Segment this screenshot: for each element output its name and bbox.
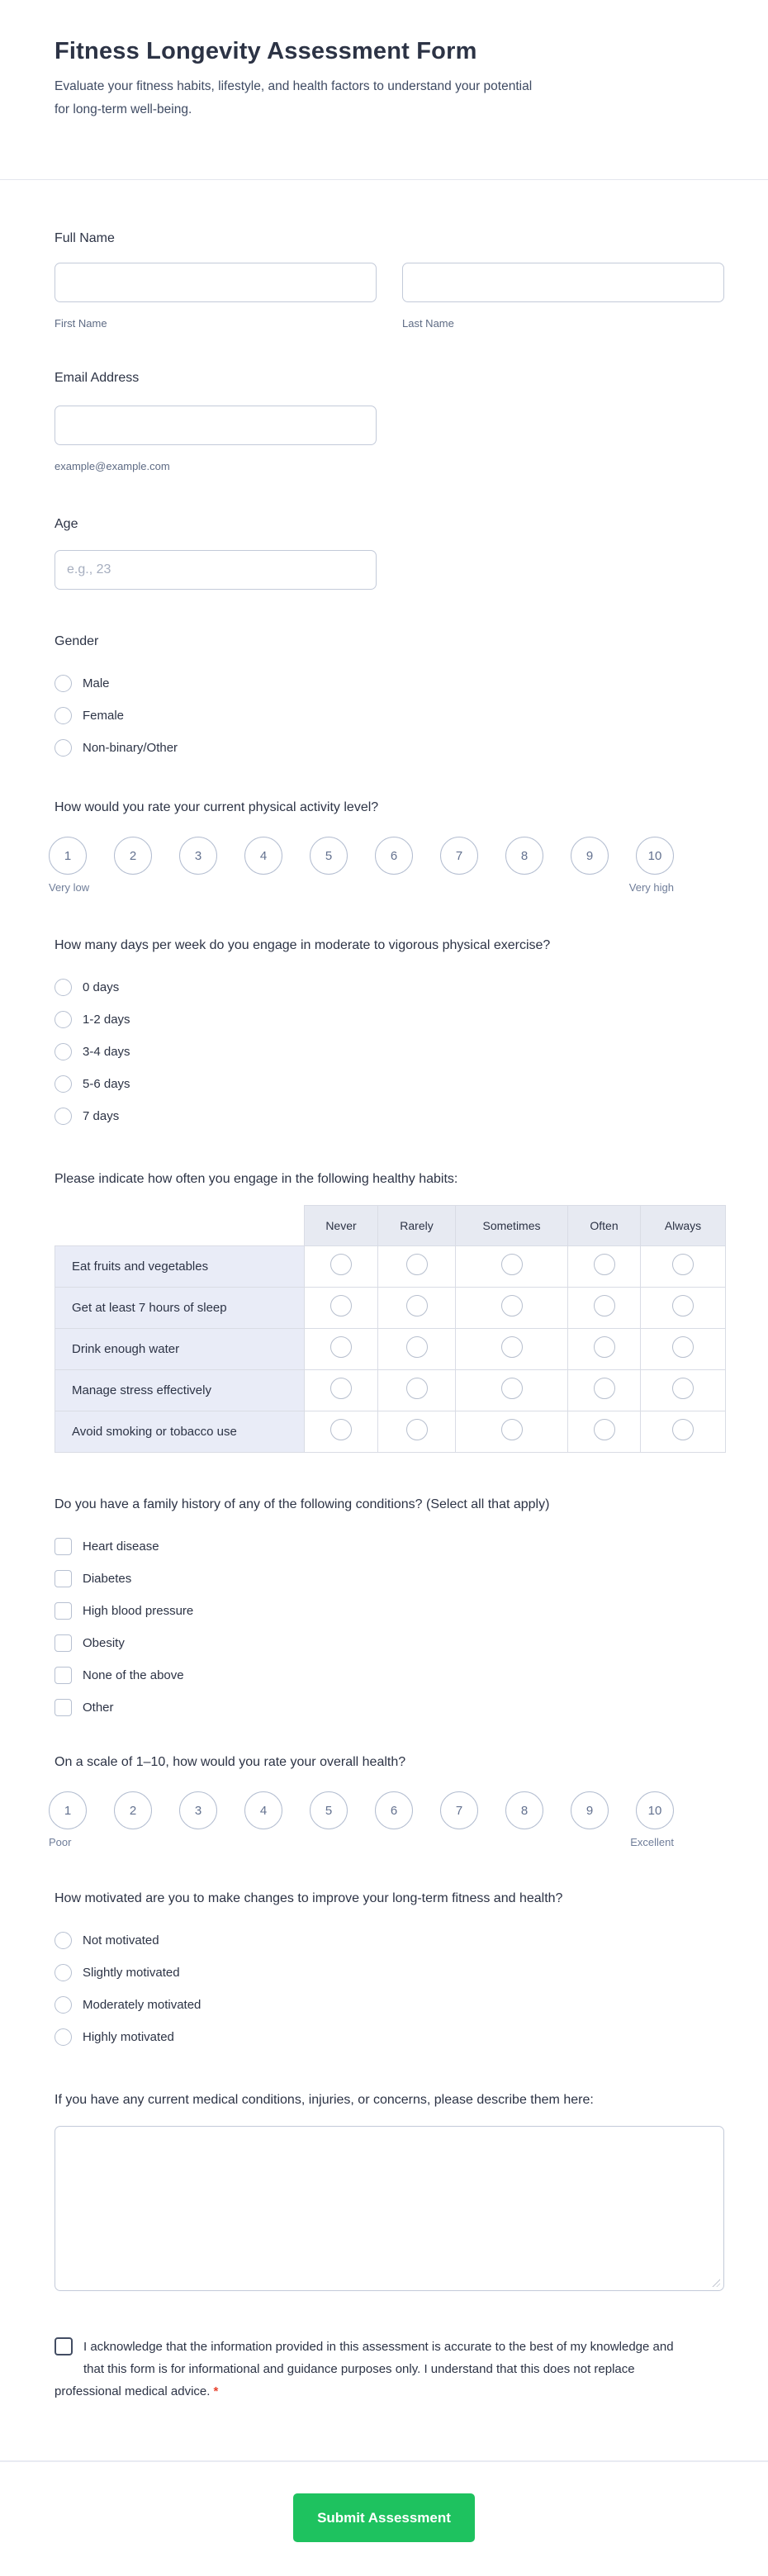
motivation-question: How motivated are you to make changes to improve your long-term fitness and health? [55,1891,563,1905]
activity-scale-option-9[interactable] [571,837,609,875]
matrix-radio-r5c4[interactable] [568,1411,641,1453]
motivation-option-moderately[interactable] [55,1989,201,2021]
radio-icon [55,1043,72,1060]
radio-icon [330,1378,352,1399]
matrix-radio-r2c3[interactable] [456,1288,568,1329]
matrix-radio-r4c2[interactable] [378,1370,456,1411]
form-footer [0,2462,768,2542]
radio-icon [501,1378,523,1399]
option-label: Heart disease [83,1539,159,1554]
radio-icon [594,1378,615,1399]
exercise-days-question: How many days per week do you engage in moderate to vigorous physical exercise? [55,938,551,952]
activity-scale-option-5[interactable] [310,837,348,875]
matrix-row-label: Get at least 7 hours of sleep [55,1288,305,1329]
matrix-radio-r3c2[interactable] [378,1329,456,1370]
radio-icon [501,1336,523,1358]
first-name-input[interactable] [55,263,377,302]
radio-icon [55,1011,72,1028]
radio-icon [672,1336,694,1358]
scale-number: 7 [455,1803,463,1818]
scale-number: 8 [520,848,529,863]
email-label: Email Address [55,371,140,385]
scale-number: 9 [585,848,594,863]
activity-scale-option-1[interactable] [49,837,87,875]
motivation-option-not[interactable] [55,1924,159,1957]
email-hint: example@example.com [55,460,170,472]
family-history-option-other[interactable] [55,1691,114,1724]
checkbox-icon [55,1570,72,1587]
submit-button[interactable]: Submit Assessment [293,2493,475,2542]
option-label: 5-6 days [83,1077,130,1091]
matrix-col-often: Often [568,1206,641,1246]
matrix-radio-r5c1[interactable] [305,1411,378,1453]
activity-scale-option-4[interactable] [244,837,282,875]
radio-icon [55,675,72,692]
scale-number: 3 [194,1803,202,1818]
option-label: 7 days [83,1109,120,1123]
matrix-radio-r4c3[interactable] [456,1370,568,1411]
activity-scale-option-2[interactable] [114,837,152,875]
matrix-radio-r1c2[interactable] [378,1246,456,1288]
family-history-option-obesity[interactable] [55,1627,125,1659]
last-name-sublabel: Last Name [402,317,454,330]
scale-number: 5 [325,1803,333,1818]
matrix-radio-r3c3[interactable] [456,1329,568,1370]
radio-icon [55,739,72,757]
activity-scale-option-3[interactable] [179,837,217,875]
activity-scale-option-8[interactable] [505,837,543,875]
activity-scale-option-7[interactable] [440,837,478,875]
scale-number: 1 [64,1803,72,1818]
health-scale-min-label: Poor [49,1836,72,1848]
checkbox-icon [55,1602,72,1620]
matrix-row-fruits [55,1246,726,1288]
matrix-radio-r5c2[interactable] [378,1411,456,1453]
age-label: Age [55,517,78,531]
family-history-option-none[interactable] [55,1659,184,1691]
activity-question: How would you rate your current physical activity level? [55,800,379,814]
section-overall-health [49,1752,724,1848]
radio-icon [330,1336,352,1358]
matrix-row-label: Eat fruits and vegetables [55,1246,305,1288]
email-input[interactable] [55,406,377,445]
gender-label: Gender [55,634,99,648]
page-subtitle: Evaluate your fitness habits, lifestyle, and health factors to understand your potential for long-term well-being. [55,79,533,116]
family-history-question: Do you have a family history of any of the following conditions? (Select all that apply) [55,1497,550,1511]
radio-icon [594,1295,615,1316]
scale-number: 1 [64,848,72,863]
matrix-radio-r4c5[interactable] [641,1370,726,1411]
checkbox-icon [55,1538,72,1555]
option-label: 0 days [83,980,120,994]
option-label: Slightly motivated [83,1966,180,1980]
matrix-row-water [55,1329,726,1370]
scale-number: 10 [647,1803,662,1818]
radio-icon [594,1419,615,1440]
page-title: Fitness Longevity Assessment Form [55,38,477,64]
exercise-days-option-0[interactable] [55,971,119,1003]
matrix-col-sometimes: Sometimes [456,1206,568,1246]
full-name-label: Full Name [55,231,115,245]
radio-icon [406,1419,428,1440]
activity-scale-min-label: Very low [49,881,90,894]
scale-number: 3 [194,848,202,863]
overall-health-question: On a scale of 1–10, how would you rate your overall health? [55,1755,406,1769]
radio-icon [406,1295,428,1316]
radio-icon [672,1295,694,1316]
family-history-option-heart-disease[interactable] [55,1530,159,1563]
motivation-option-slightly[interactable] [55,1957,180,1989]
exercise-days-option-3-4[interactable] [55,1036,130,1068]
health-scale [49,1791,724,1829]
radio-icon [55,1964,72,1981]
matrix-radio-r1c3[interactable] [456,1246,568,1288]
matrix-radio-r2c5[interactable] [641,1288,726,1329]
radio-icon [55,2028,72,2046]
required-asterisk: * [213,2384,219,2398]
family-history-option-high-blood-pressure[interactable] [55,1595,193,1627]
scale-number: 6 [390,848,398,863]
option-label: None of the above [83,1668,184,1682]
section-gender [55,631,724,764]
activity-scale-option-6[interactable] [375,837,413,875]
radio-icon [594,1254,615,1275]
radio-icon [55,707,72,724]
activity-scale [49,837,724,875]
checkbox-icon [55,1699,72,1716]
scale-number: 2 [129,848,137,863]
radio-icon [672,1419,694,1440]
matrix-radio-r1c5[interactable] [641,1246,726,1288]
section-full-name [55,228,724,330]
radio-icon [501,1254,523,1275]
option-label: Diabetes [83,1572,132,1586]
radio-icon [672,1254,694,1275]
health-scale-option-2[interactable] [114,1791,152,1829]
health-scale-option-7[interactable] [440,1791,478,1829]
option-label: 3-4 days [83,1045,130,1059]
scale-number: 9 [585,1803,594,1818]
health-scale-max-label: Excellent [630,1836,674,1848]
matrix-radio-r3c1[interactable] [305,1329,378,1370]
radio-icon [55,1932,72,1949]
form-body [0,228,768,2403]
gender-option-nonbinary-other[interactable] [55,732,178,764]
matrix-radio-r2c1[interactable] [305,1288,378,1329]
health-scale-option-8[interactable] [505,1791,543,1829]
scale-number: 6 [390,1803,398,1818]
matrix-row-label: Manage stress effectively [55,1370,305,1411]
radio-icon [501,1419,523,1440]
section-activity-level [49,797,724,894]
matrix-radio-r2c2[interactable] [378,1288,456,1329]
health-scale-option-6[interactable] [375,1791,413,1829]
checkbox-icon [55,1667,72,1684]
radio-icon [406,1336,428,1358]
matrix-radio-r3c5[interactable] [641,1329,726,1370]
gender-option-male[interactable] [55,667,110,700]
section-exercise-days [55,935,724,1132]
activity-scale-option-10[interactable] [636,837,674,875]
acknowledgment-text: I acknowledge that the information provided in this assessment is accurate to the best of my knowledge and that this form is for informational and guidance purposes only. I understand that this does not replace professional medical advice. [55,2340,674,2398]
matrix-radio-r5c3[interactable] [456,1411,568,1453]
scale-number: 7 [455,848,463,863]
option-label: High blood pressure [83,1604,194,1618]
matrix-row-smoking [55,1411,726,1453]
matrix-row-stress [55,1370,726,1411]
matrix-col-never: Never [305,1206,378,1246]
option-label: Highly motivated [83,2030,174,2044]
option-label: Other [83,1701,114,1715]
matrix-radio-r4c4[interactable] [568,1370,641,1411]
matrix-radio-r2c4[interactable] [568,1288,641,1329]
matrix-col-rarely: Rarely [378,1206,456,1246]
medical-conditions-question: If you have any current medical conditions, injuries, or concerns, please describe them here: [55,2093,594,2107]
health-scale-option-3[interactable] [179,1791,217,1829]
radio-icon [55,1996,72,2014]
matrix-row-label: Drink enough water [55,1329,305,1370]
section-acknowledgment [55,2336,690,2403]
option-label: Moderately motivated [83,1998,201,2012]
activity-scale-max-label: Very high [628,881,674,894]
motivation-options [55,1924,724,2053]
matrix-row-sleep [55,1288,726,1329]
health-scale-option-4[interactable] [244,1791,282,1829]
gender-options [55,667,724,764]
health-scale-option-10[interactable] [636,1791,674,1829]
radio-icon [55,1108,72,1125]
radio-icon [406,1254,428,1275]
acknowledgment-checkbox[interactable] [55,2337,73,2355]
matrix-row-label: Avoid smoking or tobacco use [55,1411,305,1453]
radio-icon [672,1378,694,1399]
exercise-days-options [55,971,724,1132]
health-scale-option-1[interactable] [49,1791,87,1829]
matrix-radio-r1c1[interactable] [305,1246,378,1288]
scale-number: 4 [259,1803,268,1818]
matrix-corner-cell [55,1206,305,1246]
section-medical-conditions [55,2090,724,2291]
scale-number: 4 [259,848,268,863]
option-label: Obesity [83,1636,125,1650]
first-name-sublabel: First Name [55,317,107,330]
section-motivation [55,1888,724,2053]
matrix-radio-r1c4[interactable] [568,1246,641,1288]
radio-icon [501,1295,523,1316]
radio-icon [330,1254,352,1275]
form-header [0,0,768,180]
matrix-radio-r3c4[interactable] [568,1329,641,1370]
option-label: Female [83,709,125,723]
radio-icon [330,1295,352,1316]
option-label: Non-binary/Other [83,741,178,755]
motivation-option-highly[interactable] [55,2021,174,2053]
exercise-days-option-5-6[interactable] [55,1068,130,1100]
matrix-radio-r5c5[interactable] [641,1411,726,1453]
habits-question: Please indicate how often you engage in the following healthy habits: [55,1172,458,1186]
section-email [55,368,724,472]
checkbox-icon [55,1634,72,1652]
age-input[interactable] [55,550,377,590]
option-label: Not motivated [83,1933,159,1947]
section-healthy-habits [55,1169,724,1453]
health-scale-option-5[interactable] [310,1791,348,1829]
radio-icon [594,1336,615,1358]
radio-icon [55,979,72,996]
health-scale-option-9[interactable] [571,1791,609,1829]
family-history-option-diabetes[interactable] [55,1563,131,1595]
section-age [55,514,724,590]
medical-conditions-textarea[interactable] [55,2126,724,2291]
radio-icon [55,1075,72,1093]
matrix-radio-r4c1[interactable] [305,1370,378,1411]
option-label: 1-2 days [83,1013,130,1027]
matrix-col-always: Always [641,1206,726,1246]
option-label: Male [83,676,110,690]
radio-icon [406,1378,428,1399]
last-name-input[interactable] [402,263,724,302]
family-history-options [55,1530,724,1724]
gender-option-female[interactable] [55,700,124,732]
scale-number: 8 [520,1803,529,1818]
scale-number: 2 [129,1803,137,1818]
habits-matrix-table [55,1205,726,1453]
radio-icon [330,1419,352,1440]
exercise-days-option-1-2[interactable] [55,1003,130,1036]
scale-number: 5 [325,848,333,863]
scale-number: 10 [647,848,662,863]
exercise-days-option-7[interactable] [55,1100,119,1132]
section-family-history [55,1494,724,1724]
